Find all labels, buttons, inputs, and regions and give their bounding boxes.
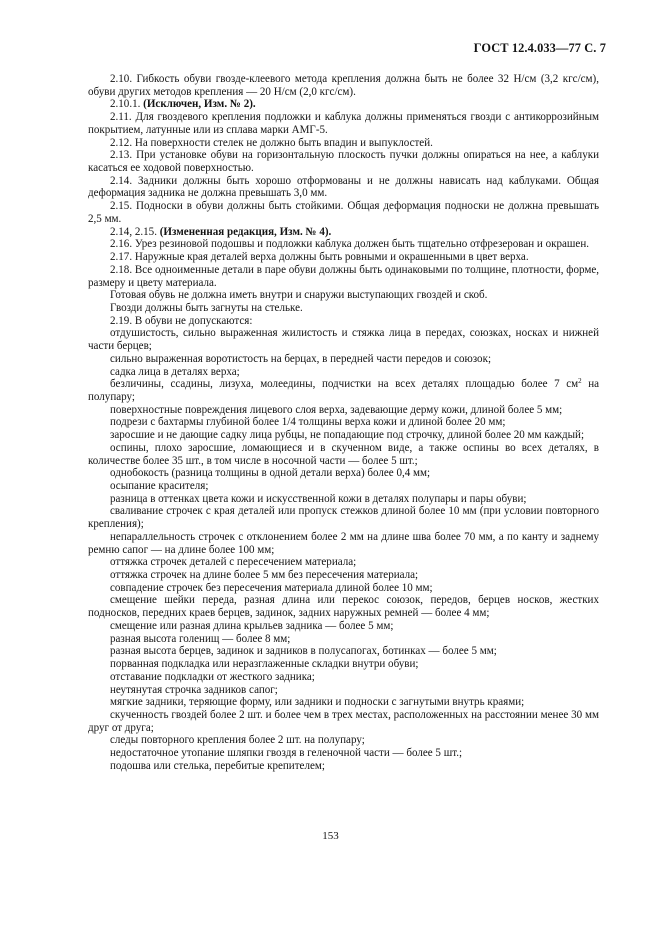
paragraph: Готовая обувь не должна иметь внутри и снаружи выступающих гвоздей и скоб. bbox=[110, 289, 488, 302]
list-item: скученность гвоздей более 2 шт. и более чем в трех местах, расположенных на расстоянии менее 30 мм друг от друга; bbox=[88, 708, 599, 734]
document-header: ГОСТ 12.4.033—77 С. 7 bbox=[473, 41, 606, 55]
list-item: совпадение строчек без пересечения материала длиной более 10 мм; bbox=[110, 581, 433, 594]
list-item: недостаточное утопание шляпки гвоздя в геленочной части — более 5 шт.; bbox=[110, 747, 463, 760]
paragraph: 2.15. Подноски в обуви должны быть стойкими. Общая деформация подноски не должна превышать 2,5 мм. bbox=[88, 200, 599, 225]
list-item: подошва или стелька, перебитые крепителем; bbox=[110, 759, 325, 772]
paragraph: 2.10.1. (Исключен, Изм. № 2). bbox=[110, 98, 256, 111]
paragraph: 2.12. На поверхности стелек не должно быть впадин и выпуклостей. bbox=[110, 136, 433, 149]
list-item: сильно выраженная воротистость на берцах, в передней части передов и союзок; bbox=[110, 352, 492, 365]
paragraph: 2.14, 2.15. (Измененная редакция, Изм. № 4). bbox=[110, 225, 332, 238]
list-item: безличины, ссадины, лизуха, молеедины, подчистки на всех деталях площадью более 7 $см^2$ на полупару; bbox=[88, 377, 600, 403]
list-item: сваливание строчек с края деталей или пропуск стежков длиной более 10 мм (при условии повторного крепления); bbox=[88, 505, 599, 531]
list-item: осыпание красителя; bbox=[110, 480, 209, 492]
document-body bbox=[88, 73, 599, 773]
paragraph: 2.17. Наружные края деталей верха должны быть ровными и окрашенными в цвет верха. bbox=[110, 251, 529, 264]
amendment-note: (Исключен, Изм. № 2). bbox=[143, 98, 256, 111]
paragraph: 2.13. При установке обуви на горизонтальную плоскость пучки должны опираться на нее, а каблуки касаться ее ходовой поверхностью. bbox=[88, 149, 599, 175]
list-item: оспины, плохо заросшие, ломающиеся и в скученном виде, а также оспины во всех деталях, в количестве более 35 шт., в том числе в носочной части — более 5 шт.; bbox=[88, 441, 599, 467]
list-item: порванная подкладка или неразглаженные складки внутри обуви; bbox=[110, 658, 419, 671]
list-item: оттяжка строчек на длине более 5 мм без пересечения материала; bbox=[110, 569, 419, 582]
paragraph: 2.19. В обуви не допускаются: bbox=[110, 314, 253, 327]
page-number: 153 bbox=[322, 830, 339, 842]
paragraph: 2.11. Для гвоздевого крепления подложки и каблука должны применяться гвозди с антикоррозийным покрытием, латунные или из сплава марки АМГ-5. bbox=[88, 111, 599, 136]
list-item: садка лица в деталях верха; bbox=[110, 365, 240, 378]
list-item: отставание подкладки от жесткого задника; bbox=[110, 670, 315, 683]
list-item: отдушистость, сильно выраженная жилистость и стяжка лица в передах, союзках, носках и нижней части берцев; bbox=[88, 327, 599, 353]
paragraph: 2.16. Урез резиновой подошвы и подложки каблука должен быть тщательно отфрезерован и окрашен. bbox=[110, 238, 589, 251]
list-item: непараллельность строчек с отклонением более 2 мм на длине шва более 70 мм, а по канту и заднему ремню сапог — на длине более 100 мм; bbox=[88, 530, 599, 556]
list-item: неутянутая строчка задников сапог; bbox=[110, 683, 278, 696]
list-item: однобокость (разница толщины в одной детали верха) более 0,4 мм; bbox=[110, 467, 431, 480]
list-item: смещение или разная длина крыльев задника — более 5 мм; bbox=[110, 619, 394, 632]
paragraph: Гвозди должны быть загнуты на стельке. bbox=[110, 301, 303, 314]
amendment-note: (Измененная редакция, Изм. № 4). bbox=[159, 225, 332, 238]
paragraph: 2.14. Задники должны быть хорошо отформованы и не должны нависать над каблуками. Общая деформация задника не должна превышать 3,0 мм. bbox=[88, 174, 599, 200]
paragraph: 2.10. Гибкость обуви гвоздe-клеевого метода крепления должна быть не более 32 Н/см (3,2 кгс/см), обуви других методов крепления — 20 Н/см (2,0 кгс/см). bbox=[88, 73, 599, 98]
list-item: поверхностные повреждения лицевого слоя верха, задевающие дерму кожи, длиной более 5 мм; bbox=[110, 403, 563, 416]
list-item: мягкие задники, теряющие форму, или задники и подноски с загнутыми внутрь краями; bbox=[110, 696, 525, 709]
list-item: разная высота голенищ — более 8 мм; bbox=[110, 632, 291, 645]
list-item: разная высота берцев, задинок и задников в полусапогах, ботинках — более 5 мм; bbox=[110, 645, 497, 658]
list-item: смещение шейки переда, разная длина или перекос союзок, передов, берцев носков, жестких подносков, передних краев берцев, задинок, задних наружных ремней — более 4 мм; bbox=[88, 594, 599, 620]
list-item: заросшие и не дающие садку лица рубцы, не попадающие под строчку, длиной более 20 мм каждый; bbox=[110, 429, 585, 442]
list-item: разница в оттенках цвета кожи и искусственной кожи в деталях полупары и пары обуви; bbox=[110, 492, 527, 505]
superscript: 2 bbox=[578, 377, 582, 386]
list-item: следы повторного крепления более 2 шт. на полупару; bbox=[110, 734, 365, 747]
list-item: оттяжка строчек деталей с пересечением материала; bbox=[110, 556, 357, 569]
paragraph: 2.18. Все одноименные детали в паре обуви должны быть одинаковыми по толщине, плотности, форме, размеру и цвету материала. bbox=[88, 263, 599, 289]
list-item: подрези с бахтармы глубиной более 1/4 толщины верха кожи и длиной более 20 мм; bbox=[110, 416, 506, 429]
